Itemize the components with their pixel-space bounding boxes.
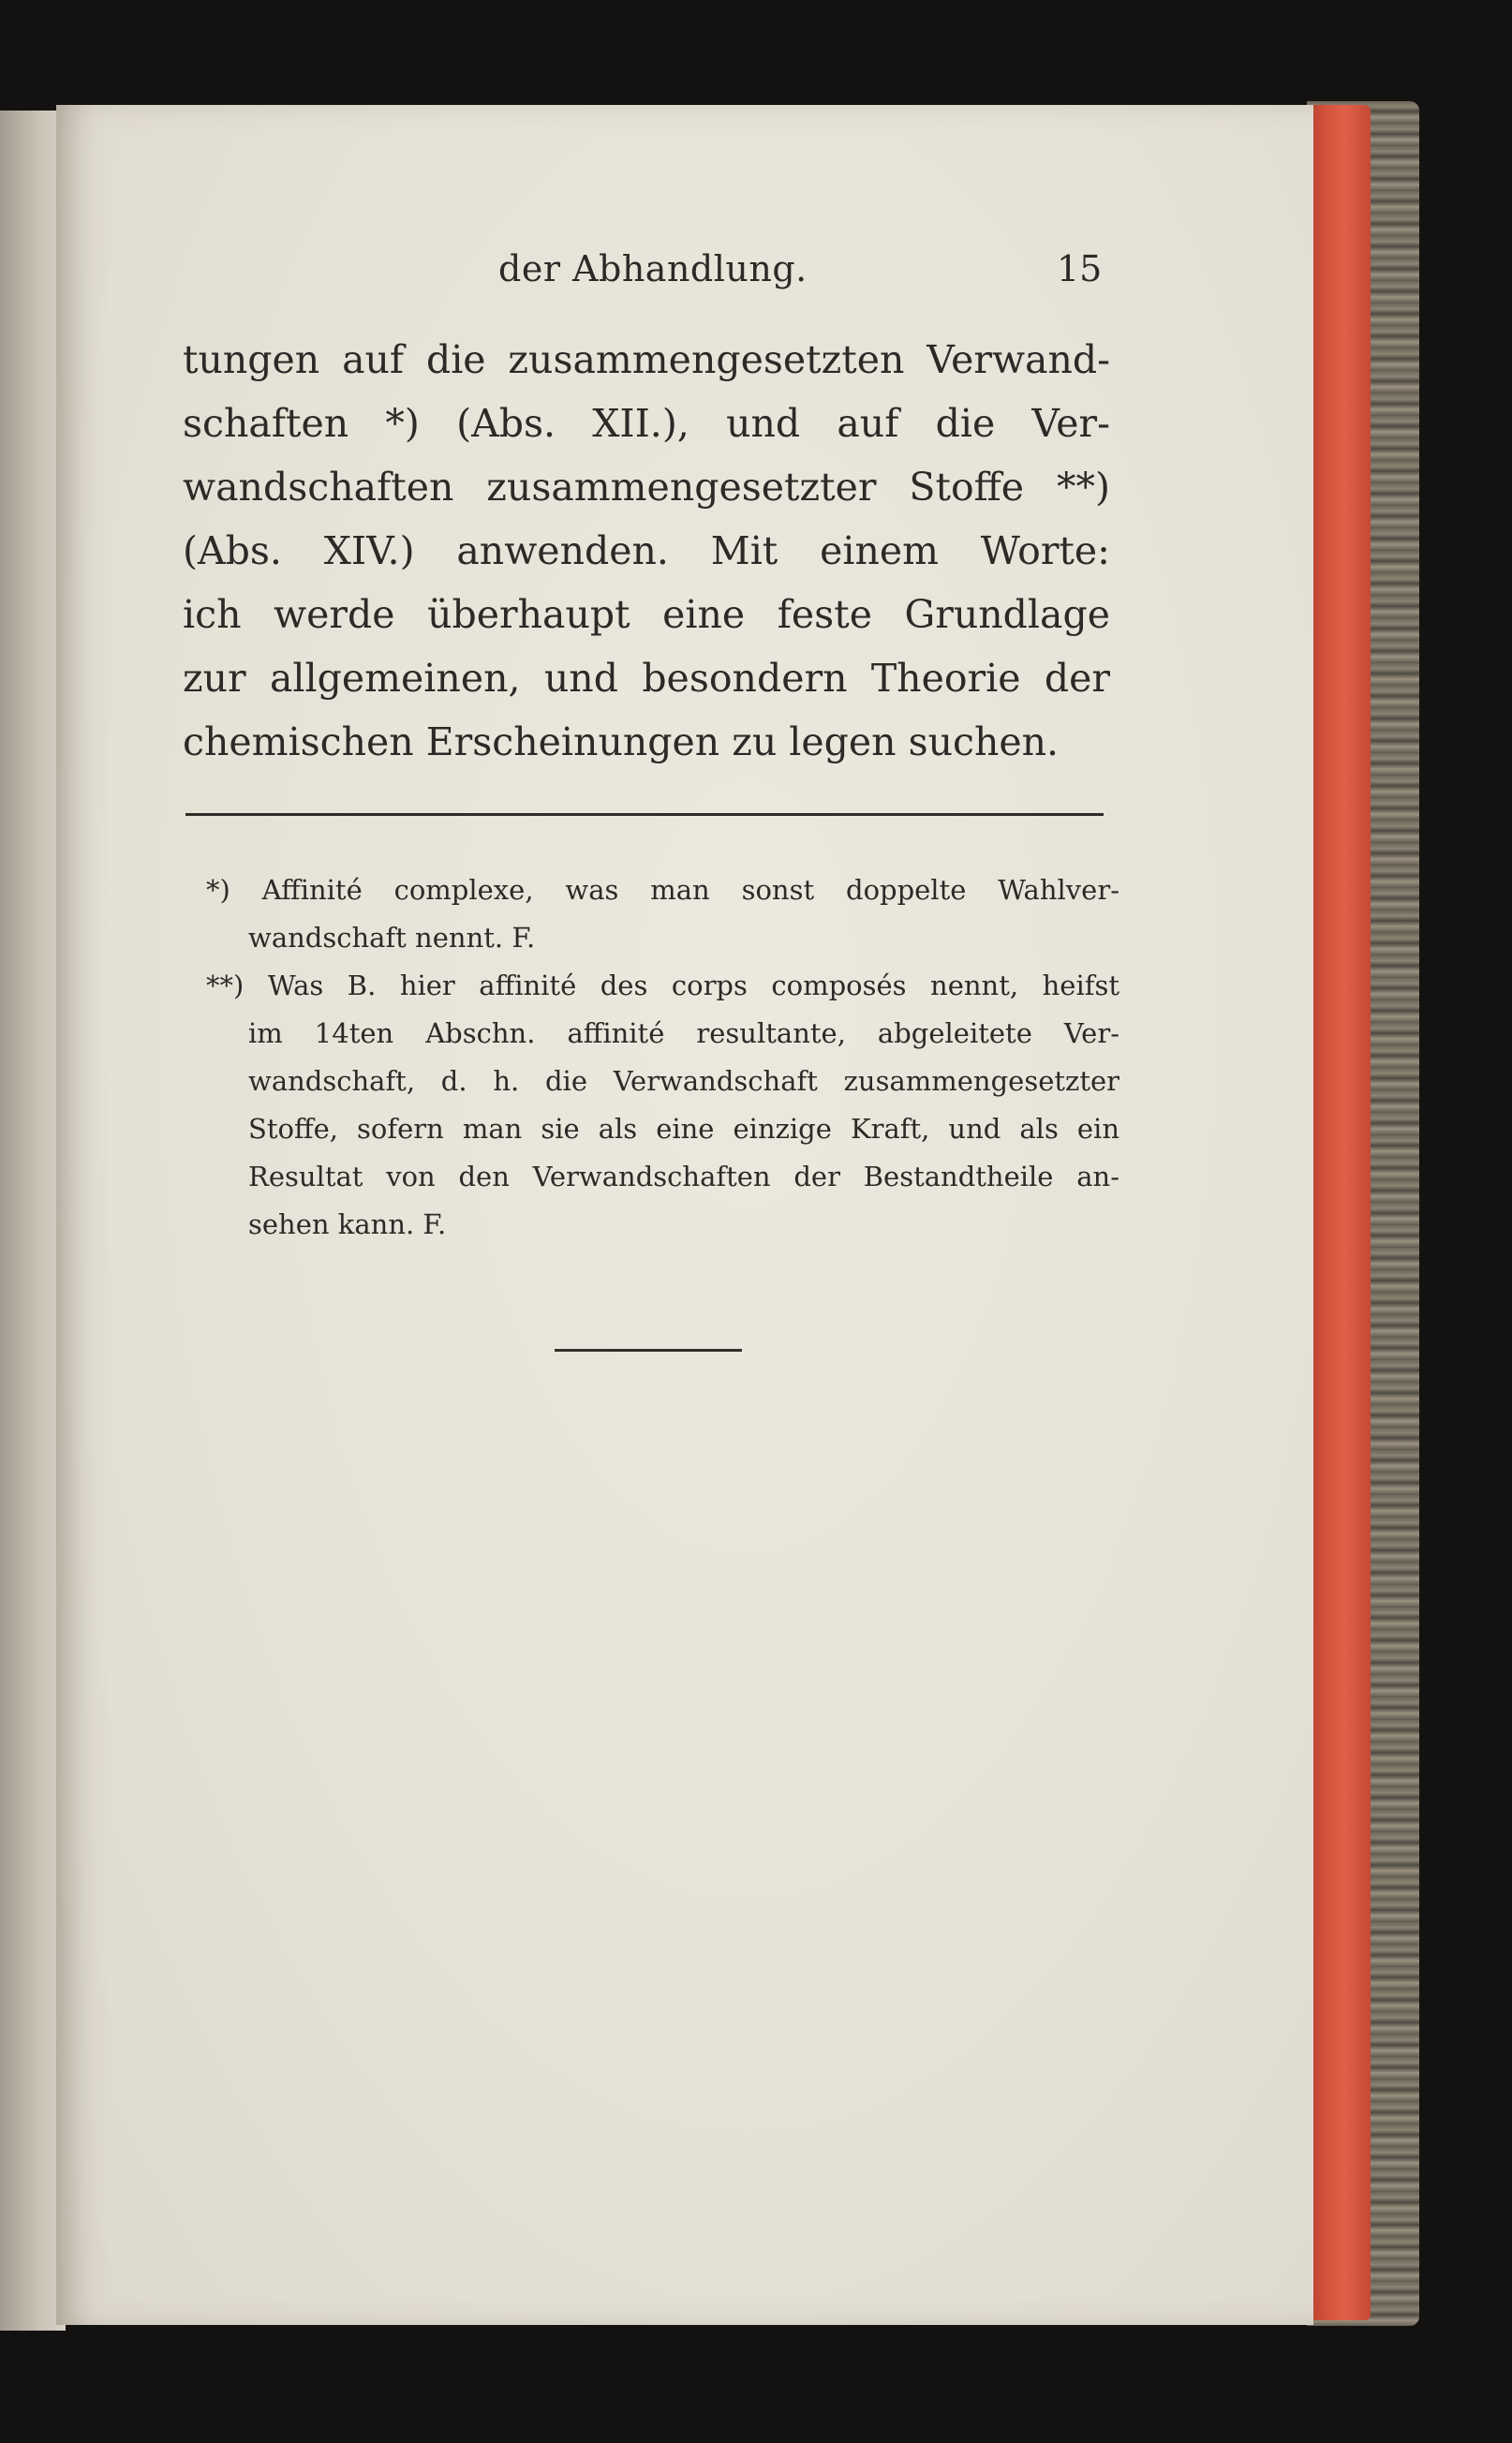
footnote-line: wandschaft, d. h. die Verwandschaft zusammengesetzter	[248, 1065, 1119, 1097]
body-text	[183, 328, 1110, 774]
footnote-line: Stoffe, sofern man sie als eine einzige Kraft, und als ein	[248, 1113, 1119, 1145]
body-line: schaften *) (Abs. XII.), und auf die Ver-	[183, 401, 1110, 446]
body-line: wandschaften zusammengesetzter Stoffe **)	[183, 465, 1110, 510]
running-head: der Abhandlung.	[498, 248, 808, 289]
footnote-separator-rule	[185, 813, 1104, 816]
footnote-line: im 14ten Abschn. affinité resultante, abgeleitete Ver-	[248, 1017, 1119, 1049]
footnote-line: wandschaft nennt. F.	[248, 922, 536, 954]
page-number: 15	[1057, 248, 1103, 289]
body-line: (Abs. XIV.) anwenden. Mit einem Worte:	[183, 528, 1110, 573]
footnote-line: Resultat von den Verwandschaften der Bestandtheile an-	[248, 1161, 1119, 1192]
footnotes	[206, 866, 1119, 1249]
body-line: chemischen Erscheinungen zu legen suchen.	[183, 719, 1060, 764]
end-of-section-rule	[555, 1349, 742, 1352]
footnote-line: *) Affinité complexe, was man sonst doppelte Wahlver-	[206, 874, 1119, 906]
footnote-line: **) Was B. hier affinité des corps composés nennt, heifst	[206, 970, 1119, 1001]
footnote-line: sehen kann. F.	[248, 1208, 447, 1240]
body-line: zur allgemeinen, und besondern Theorie der	[183, 656, 1110, 701]
red-page-edges	[1305, 105, 1371, 2320]
body-line: tungen auf die zusammengesetzten Verwand-	[183, 337, 1110, 382]
body-line: ich werde überhaupt eine feste Grundlage	[183, 592, 1110, 637]
